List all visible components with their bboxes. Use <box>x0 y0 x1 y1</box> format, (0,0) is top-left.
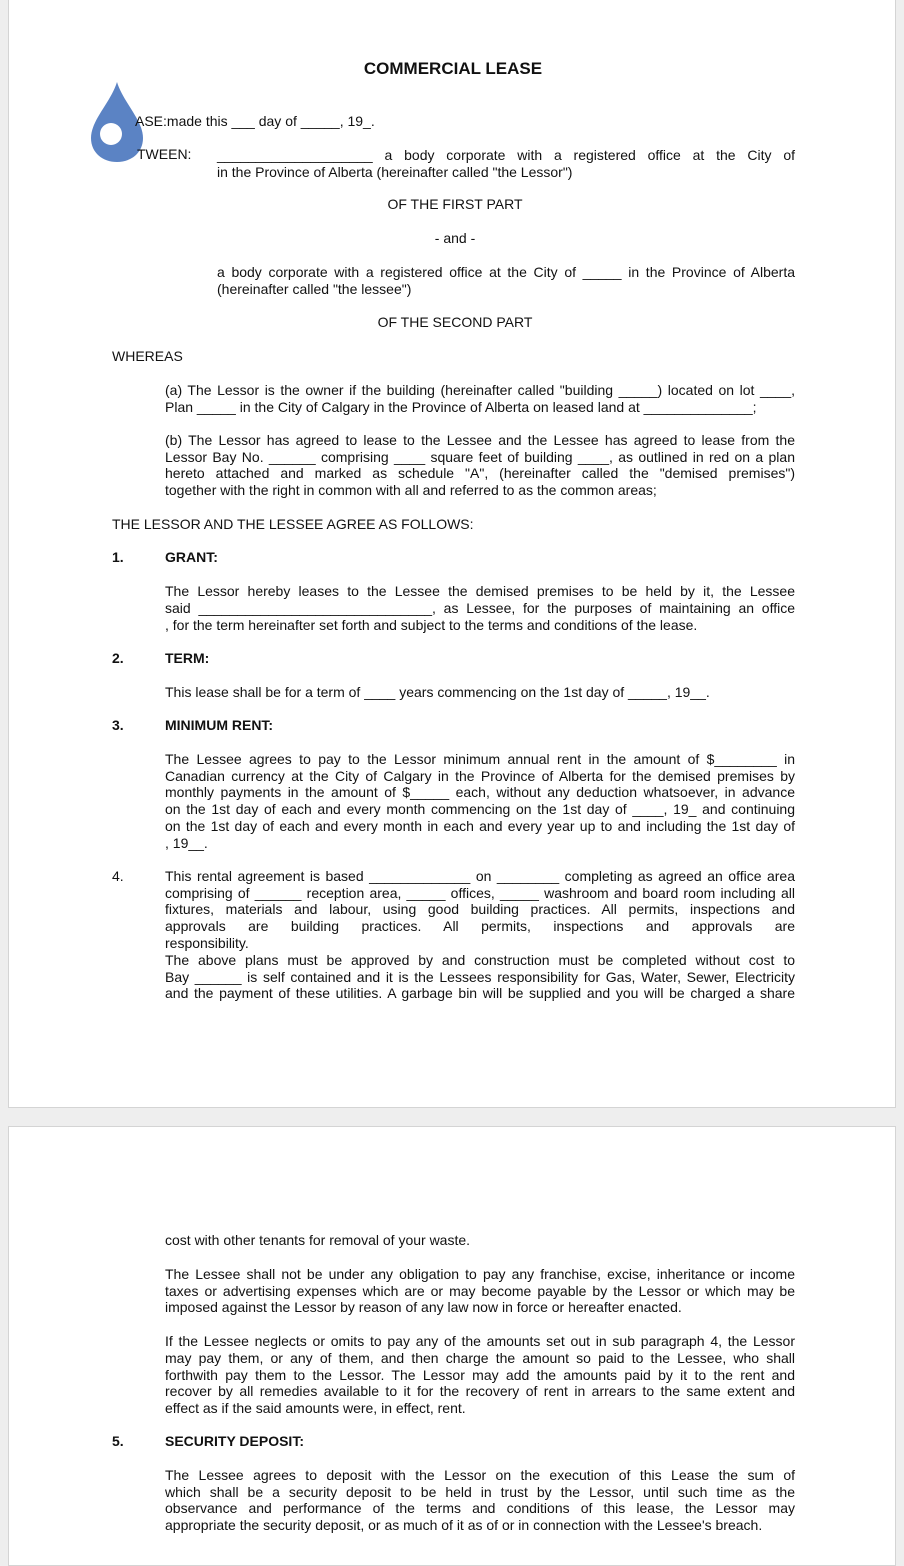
second-part: OF THE SECOND PART <box>377 314 533 330</box>
section-4-line-7: Bay ______ is self contained and it is the Lessees responsibility for Gas, Water, Sewer, Electricity <box>165 969 795 985</box>
whereas-heading: WHEREAS <box>112 348 183 364</box>
tax-line-2: taxes or advertising expenses which are or may become payable by the Lessor or which may be <box>165 1283 795 1299</box>
lessee-line-2: (hereinafter called "the lessee") <box>217 281 412 297</box>
section-3-line-6: , 19__. <box>165 835 208 851</box>
section-3-line-2: Canadian currency at the City of Calgary in the Province of Alberta for the demised premises by <box>165 768 795 784</box>
between-label: TWEEN: <box>137 146 192 162</box>
first-part: OF THE FIRST PART <box>387 196 523 212</box>
section-3-line-1: The Lessee agrees to pay to the Lessor minimum annual rent in the amount of $________ in <box>165 751 795 767</box>
tax-line-1: The Lessee shall not be under any obligation to pay any franchise, excise, inheritance or income <box>165 1266 795 1282</box>
recital-b-line-1: (b) The Lessor has agreed to lease to the Lessee and the Lessee has agreed to lease from the <box>165 432 795 448</box>
section-4-line-1: This rental agreement is based _____________ on ________ completing as agreed an office area <box>165 868 795 884</box>
section-4-line-4: approvals are building practices. All permits, inspections and approvals are <box>165 918 795 934</box>
section-1-number: 1. <box>112 549 124 565</box>
neglect-line-5: effect as if the said amounts were, in effect, rent. <box>165 1400 466 1416</box>
tax-line-3: imposed against the Lessor by reason of any law now in force or hereafter enacted. <box>165 1299 682 1315</box>
lessor-line-1: ____________________ a body corporate with a registered office at the City of <box>217 147 795 163</box>
section-4-line-6: The above plans must be approved by and construction must be completed without cost to <box>165 952 795 968</box>
section-1-line-3: , for the term hereinafter set forth and subject to the terms and conditions of the lease. <box>165 617 698 633</box>
and-separator: - and - <box>434 230 476 246</box>
section-3-line-5: on the 1st day of each and every month in each and every year up to and including the 1st day of <box>165 818 795 834</box>
section-3-heading: MINIMUM RENT: <box>165 717 274 733</box>
agree-heading: THE LESSOR AND THE LESSEE AGREE AS FOLLOWS: <box>112 516 474 532</box>
section-4-line-3: fixtures, materials and labour, using good building practices. All permits, inspections and <box>165 901 795 917</box>
section-2-body: This lease shall be for a term of ____ years commencing on the 1st day of _____, 19__. <box>165 684 710 700</box>
section-4-continuation: cost with other tenants for removal of your waste. <box>165 1232 471 1248</box>
recital-b-line-4: together with the right in common with all and referred to as the common areas; <box>165 482 657 498</box>
recital-a-line-1: (a) The Lessor is the owner if the building (hereinafter called "building _____) located on lot ____, <box>165 382 795 398</box>
section-3-number: 3. <box>112 717 124 733</box>
section-4-number: 4. <box>112 868 124 884</box>
lessee-line-1: a body corporate with a registered office at the City of _____ in the Province of Alberta <box>217 264 795 280</box>
lease-made-line: ASE:made this ___ day of _____, 19_. <box>135 113 375 129</box>
section-2-number: 2. <box>112 650 124 666</box>
section-5-line-2: which shall be a security deposit to be held in trust by the Lessor, until such time as the <box>165 1484 795 1500</box>
section-5-line-1: The Lessee agrees to deposit with the Lessor on the execution of this Lease the sum of <box>165 1467 795 1483</box>
section-1-heading: GRANT: <box>165 549 218 565</box>
recital-a-line-2: Plan _____ in the City of Calgary in the Province of Alberta on leased land at ______________; <box>165 399 757 415</box>
document-page-2 <box>8 1126 896 1566</box>
section-2-heading: TERM: <box>165 650 210 666</box>
section-3-line-4: on the 1st day of each and every month commencing on the 1st day of ____, 19_ and continuing <box>165 801 795 817</box>
lessor-line-2: in the Province of Alberta (hereinafter called "the Lessor") <box>217 164 573 180</box>
section-4-line-5: responsibility. <box>165 935 249 951</box>
section-4-line-8: and the payment of these utilities. A garbage bin will be supplied and you will be charged a share <box>165 985 795 1001</box>
section-3-line-3: monthly payments in the amount of $_____ each, without any deduction whatsoever, in advance <box>165 784 795 800</box>
neglect-line-1: If the Lessee neglects or omits to pay any of the amounts set out in sub paragraph 4, the Lessor <box>165 1333 795 1349</box>
section-5-number: 5. <box>112 1433 124 1449</box>
neglect-line-2: may pay them, or any of them, and then charge the amount so paid to the Lessee, who shall <box>165 1350 795 1366</box>
neglect-line-4: recover by all remedies available to it for the recovery of rent in arrears to the same extent and <box>165 1383 795 1399</box>
recital-b-line-2: Lessor Bay No. ______ comprising ____ square feet of building ____, as outlined in red on a plan <box>165 449 795 465</box>
section-1-line-2: said ______________________________, as Lessee, for the purposes of maintaining an office <box>165 600 795 616</box>
section-5-heading: SECURITY DEPOSIT: <box>165 1433 304 1449</box>
section-1-line-1: The Lessor hereby leases to the Lessee the demised premises to be held by it, the Lessee <box>165 583 795 599</box>
recital-b-line-3: hereto attached and marked as schedule "A", (hereinafter called the "demised premises") <box>165 465 795 481</box>
neglect-line-3: forthwith pay them to the Lessor. The Lessor may add the amounts paid by it to the rent and <box>165 1367 795 1383</box>
section-4-line-2: comprising of ______ reception area, _____ offices, _____ washroom and board room including all <box>165 885 795 901</box>
document-page-1 <box>8 0 896 1108</box>
section-5-line-4: appropriate the security deposit, or as much of it as of or in connection with the Lessee's breach. <box>165 1517 763 1533</box>
document-title: COMMERCIAL LEASE <box>363 59 543 78</box>
section-5-line-3: observance and performance of the terms and conditions of this lease, the Lessor may <box>165 1500 795 1516</box>
